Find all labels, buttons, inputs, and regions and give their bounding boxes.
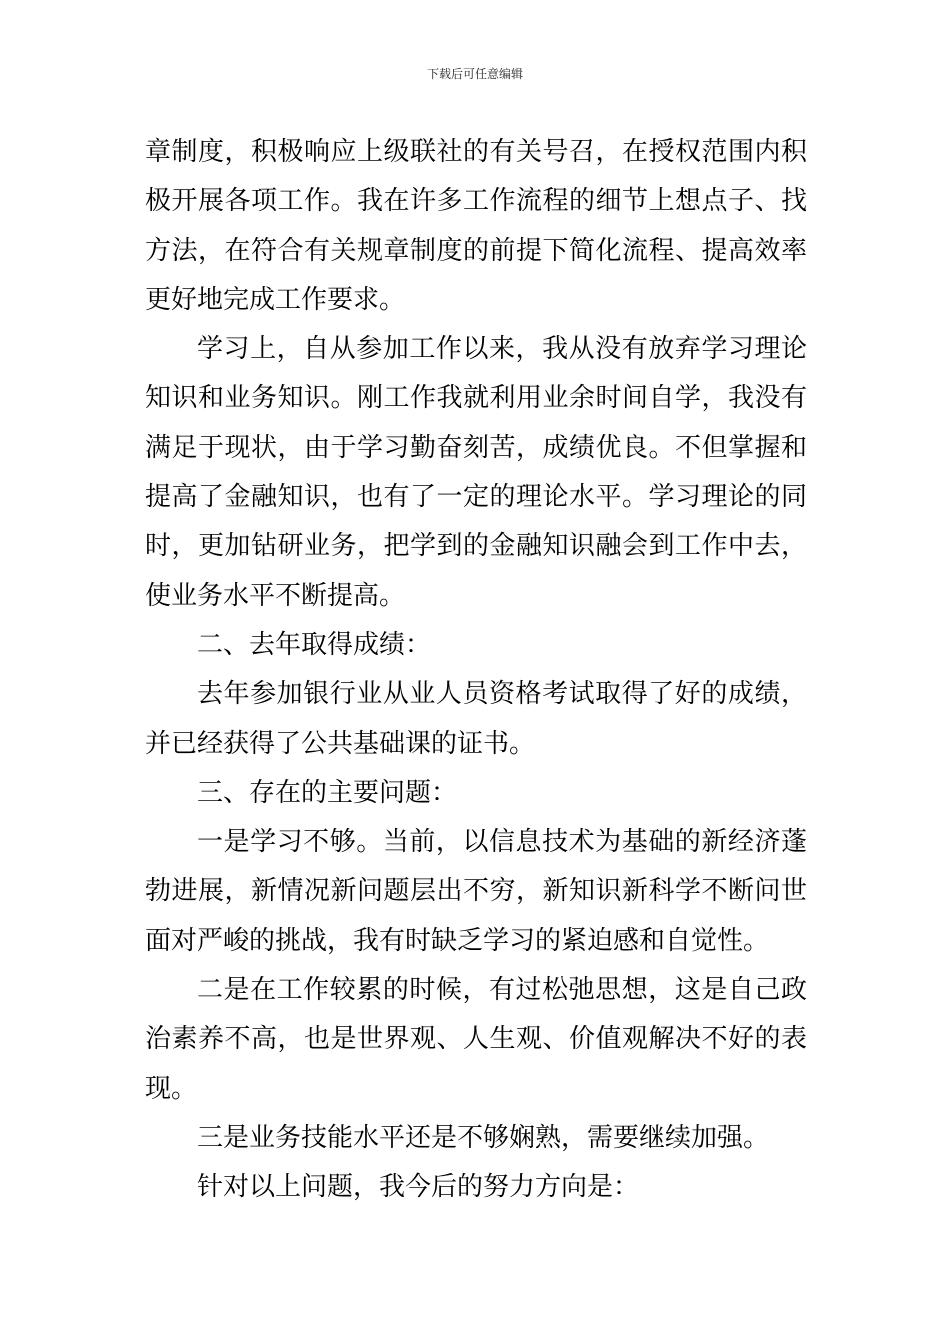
- text-line: 治素养不高，也是世界观、人生观、价值观解决不好的表: [145, 1024, 807, 1055]
- text-line: 极开展各项工作。我在许多工作流程的细节上想点子、找: [145, 186, 807, 217]
- document-body: [145, 128, 807, 1213]
- text-line: 三是业务技能水平还是不够娴熟，需要继续加强。: [197, 1122, 770, 1153]
- text-line: 针对以上问题，我今后的努力方向是：: [197, 1172, 640, 1203]
- text-line: 知识和业务知识。刚工作我就利用业余时间自学，我没有: [145, 383, 807, 414]
- text-line: 方法，在符合有关规章制度的前提下简化流程、提高效率: [145, 235, 807, 266]
- text-line: 去年参加银行业从业人员资格考试取得了好的成绩，: [197, 679, 807, 710]
- text-line: 章制度，积极响应上级联社的有关号召，在授权范围内积: [145, 137, 807, 167]
- text-line: 时，更加钻研业务，把学到的金融知识融会到工作中去，: [145, 531, 807, 562]
- page-header: 下载后可任意编辑: [426, 67, 523, 81]
- text-line: 二、去年取得成绩：: [197, 629, 432, 660]
- text-line: 一是学习不够。当前，以信息技术为基础的新经济蓬: [197, 827, 807, 858]
- text-line: 满足于现状，由于学习勤奋刻苦，成绩优良。不但掌握和: [145, 432, 807, 463]
- text-line: 勃进展，新情况新问题层出不穷，新知识新科学不断问世: [145, 876, 807, 907]
- text-line: 二是在工作较累的时候，有过松弛思想，这是自己政: [197, 975, 807, 1006]
- text-line: 面对严峻的挑战，我有时缺乏学习的紧迫感和自觉性。: [145, 925, 770, 956]
- text-line: 使业务水平不断提高。: [145, 580, 406, 611]
- text-line: 三、存在的主要问题：: [197, 777, 458, 808]
- text-line: 学习上，自从参加工作以来，我从没有放弃学习理论: [197, 334, 807, 365]
- text-line: 并已经获得了公共基础课的证书。: [145, 728, 536, 759]
- text-line: 现。: [145, 1073, 198, 1104]
- text-line: 提高了金融知识，也有了一定的理论水平。学习理论的同: [145, 482, 807, 513]
- text-line: 更好地完成工作要求。: [145, 284, 406, 315]
